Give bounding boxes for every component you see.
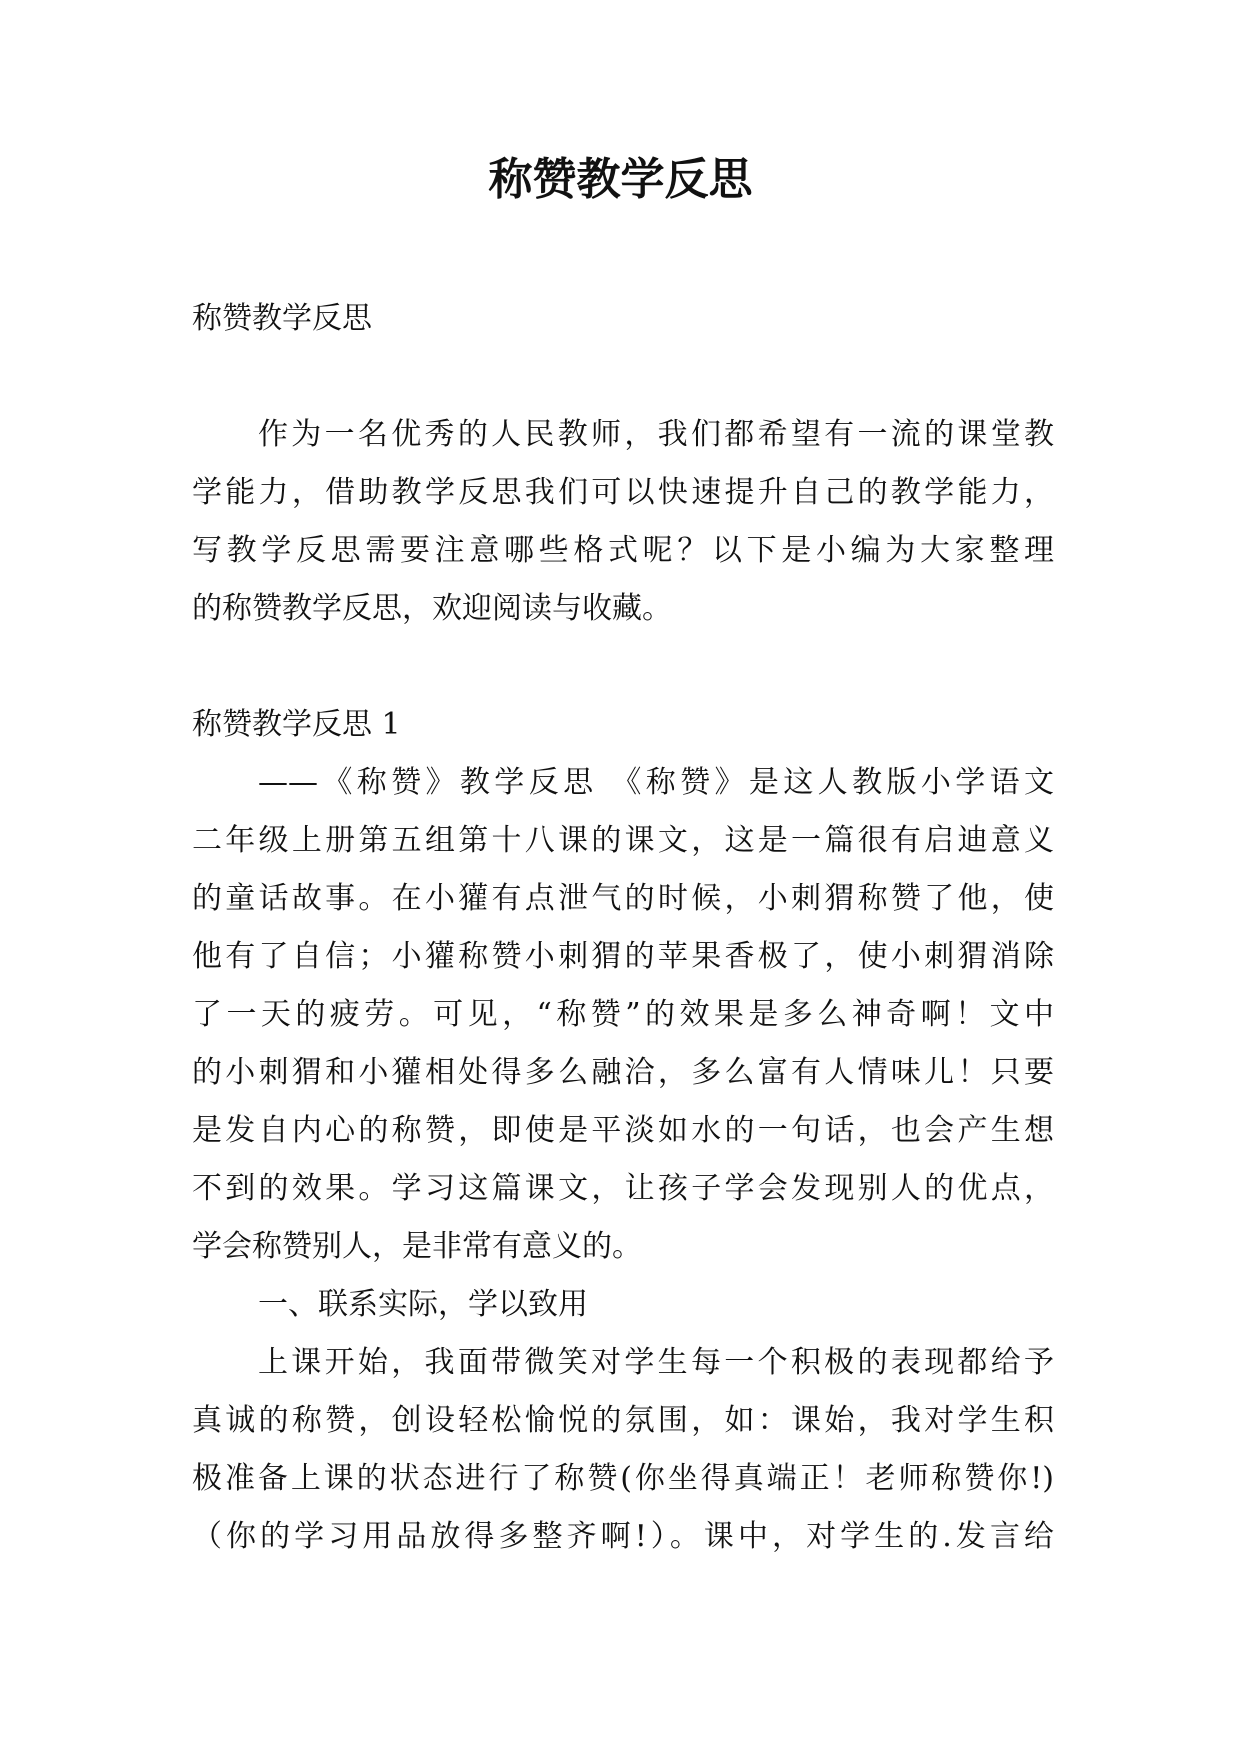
section-line: 是发自内心的称赞，即使是平淡如水的一句话，也会产生想 bbox=[192, 1113, 1054, 1148]
point-paragraph bbox=[192, 1334, 1054, 1566]
document-body bbox=[192, 290, 1054, 1566]
spacer bbox=[192, 348, 1054, 406]
section-line: 的童话故事。在小獾有点泄气的时候，小刺猬称赞了他，使 bbox=[192, 881, 1054, 916]
section-line: 不到的效果。学习这篇课文，让孩子学会发现别人的优点， bbox=[192, 1171, 1054, 1206]
intro-line: 学能力，借助教学反思我们可以快速提升自己的教学能力， bbox=[192, 475, 1054, 510]
intro-line: 作为一名优秀的人民教师，我们都希望有一流的课堂教 bbox=[258, 417, 1054, 452]
section-line: 学会称赞别人，是非常有意义的。 bbox=[192, 1229, 642, 1264]
section-line: 二年级上册第五组第十八课的课文，这是一篇很有启迪意义 bbox=[192, 823, 1054, 858]
section-line: 他有了自信；小獾称赞小刺猬的苹果香极了，使小刺猬消除 bbox=[192, 939, 1054, 974]
point-line: 真诚的称赞，创设轻松愉悦的氛围，如：课始，我对学生积 bbox=[192, 1403, 1054, 1438]
subtitle: 称赞教学反思 bbox=[192, 301, 372, 336]
document-title: 称赞教学反思 bbox=[488, 154, 753, 205]
section-line: ——《称赞》教学反思 《称赞》是这人教版小学语文 bbox=[258, 765, 1054, 800]
section-paragraph bbox=[192, 754, 1054, 1276]
intro-paragraph bbox=[192, 406, 1054, 638]
point-line: 上课开始，我面带微笑对学生每一个积极的表现都给予 bbox=[258, 1345, 1054, 1380]
spacer bbox=[192, 638, 1054, 696]
intro-line: 的称赞教学反思，欢迎阅读与收藏。 bbox=[192, 591, 672, 626]
point-heading: 一、联系实际，学以致用 bbox=[258, 1287, 588, 1322]
point-line: （你的学习用品放得多整齐啊!）。课中，对学生的.发言给 bbox=[192, 1519, 1054, 1554]
intro-line: 写教学反思需要注意哪些格式呢？以下是小编为大家整理 bbox=[192, 533, 1054, 568]
section-line: 了一天的疲劳。可见，“称赞”的效果是多么神奇啊！文中 bbox=[192, 997, 1054, 1032]
point-line: 极准备上课的状态进行了称赞(你坐得真端正！老师称赞你!) bbox=[192, 1461, 1054, 1496]
section-heading: 称赞教学反思 1 bbox=[192, 707, 401, 742]
section-line: 的小刺猬和小獾相处得多么融洽，多么富有人情味儿！只要 bbox=[192, 1055, 1054, 1090]
